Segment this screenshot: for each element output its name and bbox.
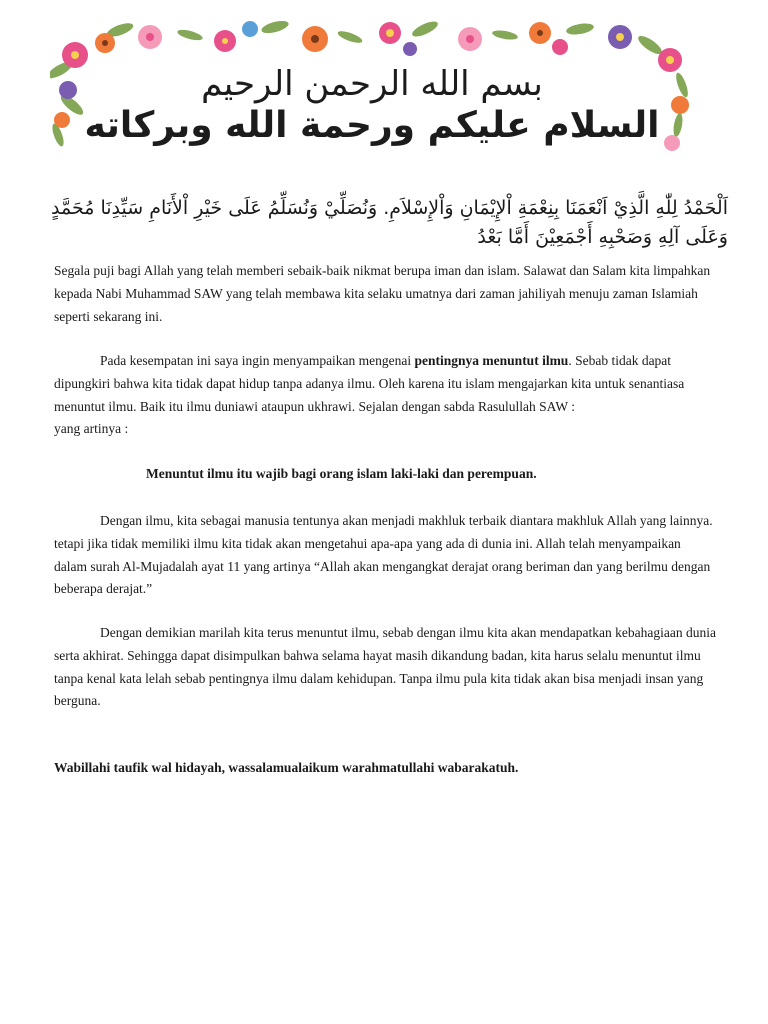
paragraph-2-after: . Sebab tidak dapat dipungkiri bahwa kita tidak dapat hidup tanpa adanya ilmu. Oleh karena itu islam mengajarkan kita untuk senantiasa menuntut ilmu. Baik itu ilmu duniawi ataupun ukhrawi. Sejalan dengan sabda Rasulullah SAW : [54, 353, 685, 414]
basmalah-calligraphy: بسم الله الرحمن الرحيم [201, 64, 543, 104]
paragraph-2-text [54, 350, 716, 418]
arabic-opening-line-1: اَلْحَمْدُ لِلّٰهِ الَّذِيْ اَنْعَمَنَا بِنِعْمَةِ اْلإِيْمَانِ وَاْلإِسْلاَمِ. وَنُصَلِّيْ وَنُسَلِّمُ عَلَى خَيْرِ اْلأَنَامِ سَيِّدِنَا مُحَمَّدٍ [51, 197, 728, 219]
floral-border-image [50, 15, 695, 165]
paragraph-conclusion [54, 622, 716, 713]
topic-bold-phrase: pentingnya menuntut ilmu [414, 353, 569, 368]
paragraph-opening-praise [54, 260, 716, 328]
paragraph-2-before: Pada kesempatan ini saya ingin menyampaikan mengenai [100, 353, 415, 368]
closing-salutation: Wabillahi taufik wal hidayah, wassalamualaikum warahmatullahi wabarakatuh. [54, 760, 519, 775]
paragraph-1-text: Segala puji bagi Allah yang telah memberi sebaik-baik nikmat berupa iman dan islam. Salawat dan Salam kita limpahkan kepada Nabi Muhammad SAW yang telah membawa kita selaku umatnya dari zaman jahiliyah menuju zaman Islamiah seperti sekarang ini. [54, 263, 711, 324]
header-banner [50, 15, 695, 165]
arabic-opening-line-2: وَعَلَى آلِهِ وَصَحْبِهِ أَجْمَعِيْنَ أَمَّا بَعْدُ [477, 226, 728, 248]
artinya-label: yang artinya : [54, 421, 129, 437]
paragraph-topic-intro [54, 350, 716, 441]
paragraph-3-text: Dengan ilmu, kita sebagai manusia tentunya akan menjadi makhluk terbaik diantara makhluk Allah yang lainnya. tetapi jika tidak memiliki ilmu kita tidak akan mengetahui apa-apa yang ada di dunia ini. Allah telah menyampaikan dalam surah Al-Mujadalah ayat 11 yang artinya “Allah akan mengangkat derajat orang beriman dan yang berilmu dengan beberapa derajat.” [54, 513, 713, 597]
salam-calligraphy: السلام عليكم ورحمة الله وبركاته [84, 105, 660, 146]
paragraph-4-text: Dengan demikian marilah kita terus menuntut ilmu, sebab dengan ilmu kita akan mendapatkan kebahagiaan dunia serta akhirat. Sehingga dapat disimpulkan bahwa selama hayat masih dikandung badan, kita harus selalu menuntut ilmu tanpa kenal kata lelah sebab pentingnya ilmu dalam kehidupan. Tanpa ilmu pula kita tidak akan bisa menjadi insan yang berguna. [54, 625, 716, 709]
hadith-translation: Menuntut ilmu itu wajib bagi orang islam laki-laki dan perempuan. [146, 466, 537, 481]
paragraph-knowledge-virtue [54, 510, 716, 601]
